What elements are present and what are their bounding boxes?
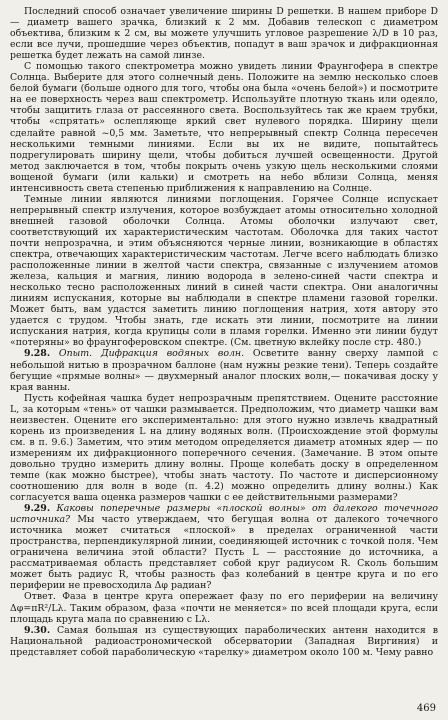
paragraph-3	[10, 194, 438, 349]
paragraph-2	[10, 61, 438, 194]
problem-heading: Опыт. Дифракция водяных волн.	[58, 348, 245, 360]
problem-heading: Каковы поперечные размеры «плоской волны» от далекого точечного источника?	[10, 503, 438, 526]
paragraph-5	[10, 393, 438, 503]
problem-9-28	[10, 348, 438, 392]
paragraph-2-text: С помощью такого спектрометра можно увидеть линии Фраунгофера в спектре Солнца. Выберите для этого солнечный день. Положите на землю несколько слоев белой бумаги (больше одного для того, чтобы она была «очень белой») и посмотрите на ее поверхность через ваш спектрометр. Используйте плотную ткань или одеяло, чтобы защитить глаза от рассеянного света. Воспользуйтесь так же краем трубки, чтобы «спрятать» ослепляюще яркий свет нулевого порядка. Ширину щели сделайте равной ~0,5 мм. Заметьте, что непрерывный спектр Солнца пересечен несколькими темными линиями. Если вы их не видите, попытайтесь подрегулировать ширину щели, чтобы добиться лучшей освещенности. Другой метод заключается в том, чтобы покрыть очень узкую щель несколькими слоями вощеной бумаги (или кальки) и смотреть на небо вблизи Солнца, меняя интенсивность света степенью приближения к направлению на Солнце.	[10, 61, 438, 194]
problem-text: Мы часто утверждаем, что бегущая волна от далекого точечного источника может считаться «плоской» в пределах ограниченной части пространства, перпендикулярной линии, соединяющей источник с точкой поля. Чем ограничена величина этой области? Пусть L — расстояние до источника, а рассматриваемая область представляет собой круг радиусом R. Сколь большим может быть радиус R, чтобы разность фаз колебаний в центре круга и по его периферии не превосходила Δφ радиан?	[10, 514, 438, 592]
problem-text: Осветите ванну сверху лампой с небольшой нитью в прозрачном баллоне (нам нужны резкие тени). Теперь создайте бегущие «прямые волны» — двухмерный аналог плоских волн,— покачивая доску у края ванны.	[10, 348, 439, 393]
answer-paragraph	[10, 591, 438, 624]
problem-number: 9.29.	[24, 503, 51, 515]
paragraph-3-text: Темные линии являются линиями поглощения. Горячее Солнце испускает непрерывный спектр излучения, которое возбуждает атомы относительно холодной внешней газовой оболочки Солнца. Атомы оболочки излучают свет, соответствующий их характеристическим частотам. Оболочка для таких частот почти непрозрачна, и этим объясняются черные линии, возникающие в областях спектра, отвечающих характеристическим частотам. Легче всего наблюдать близко расположенные линии в желтой части спектра, связанные с излучением атомов железа, кальция и магния, линию водорода в зелено-синей части спектра и несколько тесно расположенных линий в синей части спектра. Они аналогичны линиям испускания, которые вы наблюдали в спектре пламени газовой горелки. Может быть, вам удастся заметить линию поглощения натрия, хотя автору это удается с трудом. Чтобы знать, где искать эти линии, посмотрите на линии испускания натрия, когда крупицы соли в пламя горелки. Именно эти линии будут «потеряны» во фраунгоферовском спектре. (См. цветную вклейку после стр. 480.)	[10, 193, 438, 349]
page-number: 469	[416, 703, 436, 714]
paragraph-1-text: Последний способ означает увеличение ширины D решетки. В нашем приборе D— диаметр вашего зрачка, близкий к 2 мм. Добавив телескоп с диаметром объектива, близким к 2 см, вы можете улучшить угловое разрешение λ/D в 10 раз, если все лучи, прошедшие через объектив, попадут в ваш зрачок и дифракционная решетка будет лежать на самой линзе.	[10, 6, 438, 62]
page-text	[10, 6, 438, 658]
answer-label: Ответ.	[24, 591, 56, 603]
paragraph-1	[10, 6, 438, 61]
problem-text: Самая большая из существующих параболических антенн находится в Национальной радиоастрономической обсерватории (Западная Виргиния) и представляет собой параболическую «тарелку» диаметром около 100 м. Чему равно	[10, 624, 438, 658]
answer-text: Фаза в центре круга опережает фазу по его периферии на величину Δφ=πR²/Lλ. Таким образом, фаза «почти не меняется» по всей площади круга, если площадь круга мала по сравнению с Lλ.	[10, 591, 438, 625]
problem-number: 9.30.	[24, 624, 51, 636]
problem-9-30	[10, 625, 438, 658]
paragraph-5-text: Пусть кофейная чашка будет непрозрачным препятствием. Оцените расстояние L, за которым «тень» от чашки размывается. Предположим, что диаметр чашки вам неизвестен. Оцените его экспериментально: для этого нужно извлечь квадратный корень из произведения L на длину водяных волн. (Происхождение этой формулы см. в п. 9.6.) Заметим, что этим методом определяется диаметр атомных ядер — по измерениям их дифракционного поперечного сечения. (Замечание. В этом опыте довольно трудно измерить длину волны. Проще колебать доску в определенном темпе (как можно быстрее), чтобы знать частоту. По частоте и дисперсионному соотношению для волн в воде (п. 4.2) можно определить длину волны.) Как согласуется ваша оценка размеров чашки с ее действительными размерами?	[10, 392, 438, 504]
problem-number: 9.28.	[24, 348, 51, 360]
problem-9-29	[10, 503, 438, 591]
